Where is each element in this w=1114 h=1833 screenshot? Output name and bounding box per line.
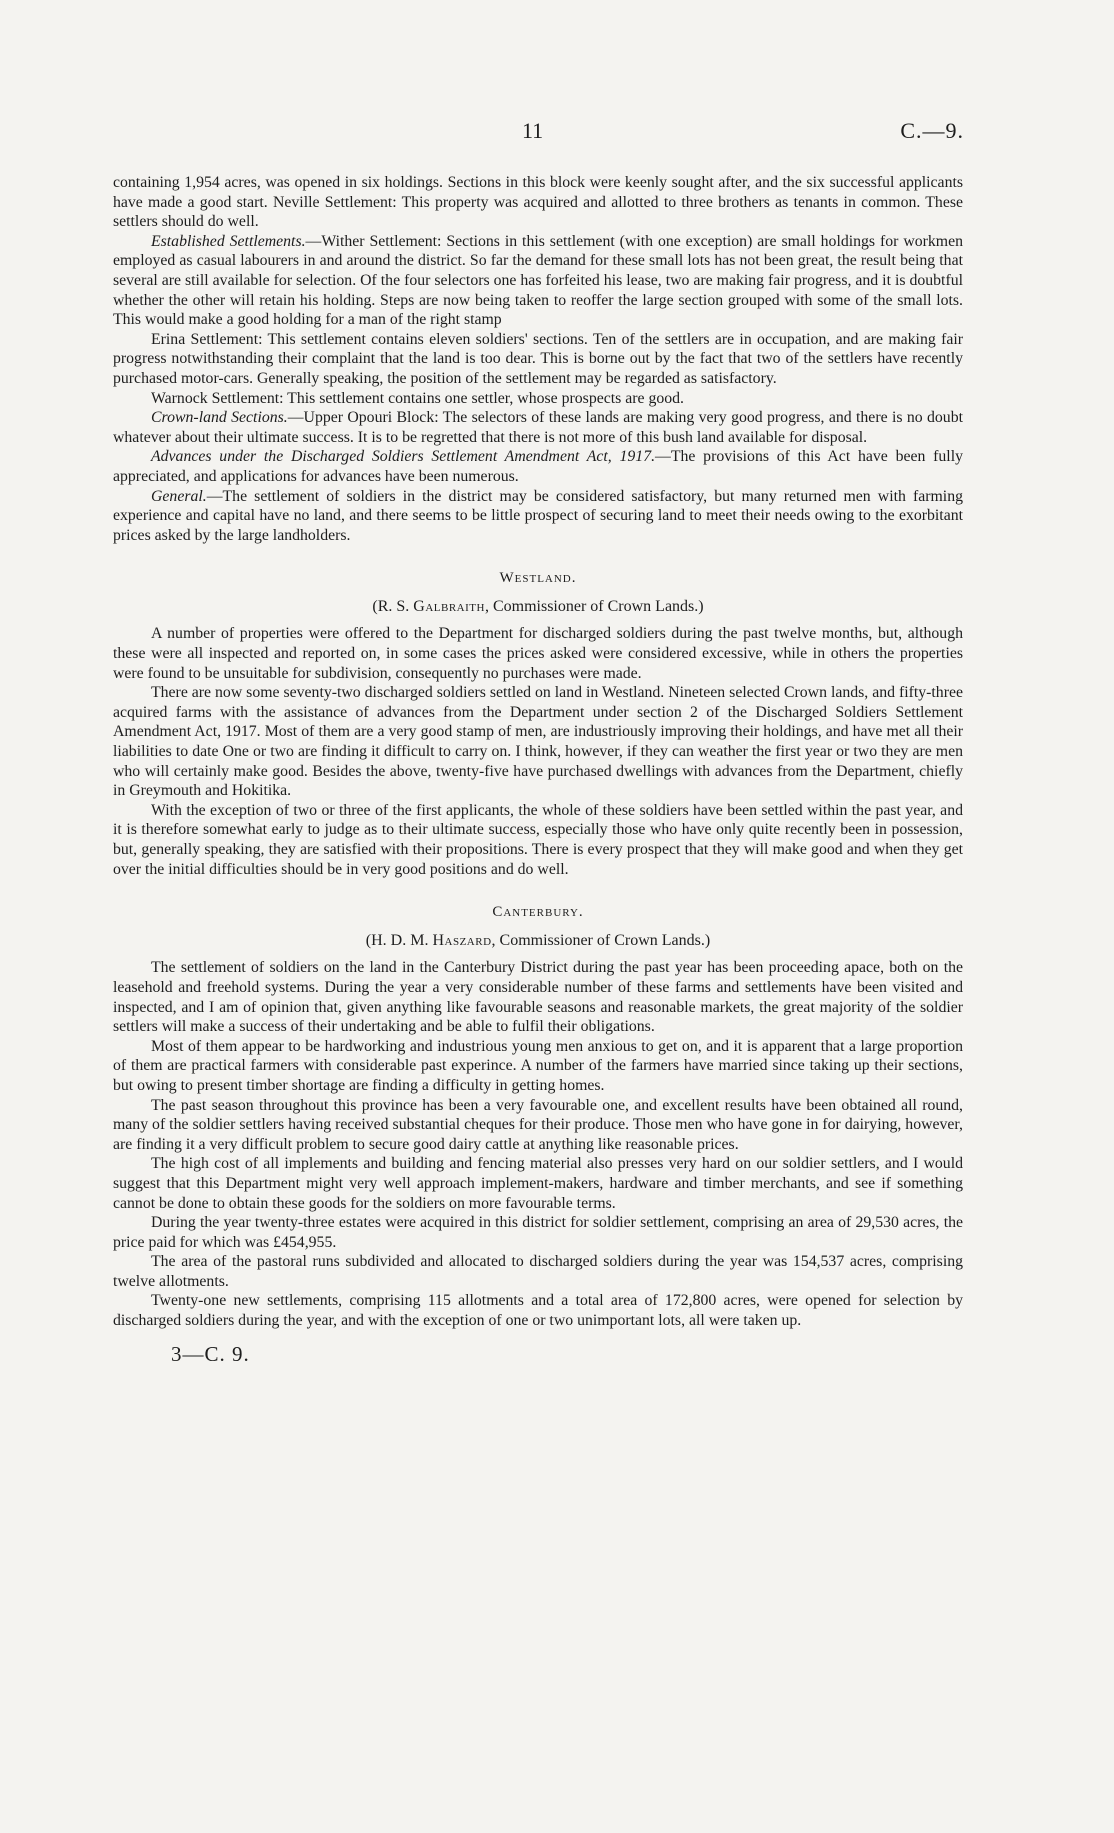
paragraph: With the exception of two or three of the first applicants, the whole of these soldiers have been settled within the past year, and it is therefore somewhat early to judge as to their ultimate success, especially those who have only quite recently been in possession, but, generally speaking, they are satisfied with their propositions. There is every prospect that they will make good and when they get over the initial difficulties should be in very good positions and do well.	[113, 801, 963, 878]
commissioner-prefix: (H. D. M.	[365, 931, 433, 949]
paragraph: A number of properties were offered to the Department for discharged soldiers during the past twelve months, but, although these were all inspected and reported on, in some cases the prices asked were considered excessive, while in others the properties were found to be unsuitable for subdivision, consequently no purchases were made.	[113, 625, 963, 682]
paragraph: The high cost of all implements and building and fencing material also presses very hard on our soldier settlers, and I would suggest that this Department might very well approach implement-makers, hardware and timber merchants, and see if something cannot be done to obtain these goods for the soldiers on more favourable terms.	[113, 1155, 963, 1212]
paragraph-lead: General.	[151, 487, 207, 505]
paragraph: Twenty-one new settlements, comprising 115 allotments and a total area of 172,800 acres, were opened for selection by discharged soldiers during the year, and with the exception of one or two unimportant lots, all were taken up.	[113, 1292, 963, 1330]
paragraph-lead: Advances under the Discharged Soldiers Settlement Amendment Act, 1917.	[151, 448, 656, 466]
commissioner-name: Galbraith	[413, 597, 485, 615]
paragraph	[113, 487, 963, 546]
paragraph	[113, 408, 963, 447]
paragraph-text: —The provisions of this Act have been fully appreciated, and applications for advances have been numerous.	[113, 448, 963, 485]
section-heading-westland: Westland.	[499, 570, 577, 587]
paragraph	[113, 447, 963, 486]
paragraph: containing 1,954 acres, was opened in six holdings. Sections in this block were keenly sought after, and the six successful applicants have made a good start. Neville Settlement: This property was acquired and allotted to three brothers as tenants in common. These settlers should do well.	[113, 174, 963, 231]
paragraph: There are now some seventy-two discharged soldiers settled on land in Westland. Nineteen selected Crown lands, and fifty-three acquired farms with the assistance of advances from the Department under section 2 of the Discharged Soldiers Settlement Amendment Act, 1917. Most of them are a very good stamp of men, are industriously improving their holdings, and have met all their liabilities to date One or two are finding it difficult to carry on. I think, however, if they can weather the first year or two they are men who will certainly make good. Besides the above, twenty-five have purchased dwellings with advances from the Department, chiefly in Greymouth and Hokitika.	[113, 684, 963, 800]
paragraph-text: —Wither Settlement: Sections in this settlement (with one exception) are small holdings for workmen employed as casual labourers in and around the district. So far the demand for these small lots has not been great, the result being that several are still available for selection. Of the four selectors one has forfeited his lease, two are making fair progress, and it is doubtful whether the other will retain his holding. Steps are now being taken to reoffer the large section grouped with some of the small lots. This would make a good holding for a man of the right stamp	[113, 232, 964, 329]
commissioner-title: , Commissioner of Crown Lands.)	[491, 931, 711, 949]
commissioner-prefix: (R. S.	[372, 597, 414, 615]
commissioner-name: Haszard	[432, 931, 492, 949]
paragraph: Most of them appear to be hardworking and industrious young men anxious to get on, and it is apparent that a large proportion of them are practical farmers with considerable past experince. A number of the farmers have married since taking up their sections, but owing to present timber shortage are finding a difficulty in getting homes.	[113, 1037, 963, 1094]
paragraph-text: —Upper Opouri Block: The selectors of these lands are making very good progress, and there is no doubt whatever about their ultimate success. It is to be regretted that there is not more of this bush land available for disposal.	[113, 409, 963, 446]
paragraph-text: —The settlement of soldiers in the district may be considered satisfactory, but many returned men with farming experience and capital have no land, and there seems to be little prospect of securing land to meet their needs owing to the exorbitant prices asked by the large landholders.	[113, 487, 963, 544]
paragraph-lead: Crown-land Sections.	[151, 409, 288, 427]
paragraph: The area of the pastoral runs subdivided and allocated to discharged soldiers during the year was 154,537 acres, comprising twelve allotments.	[113, 1253, 963, 1290]
page-header	[0, 118, 1114, 148]
commissioner-title: , Commissioner of Crown Lands.)	[484, 597, 704, 615]
page-body	[113, 173, 963, 1364]
document-reference: C.—9.	[900, 118, 964, 143]
paragraph: The settlement of soldiers on the land in the Canterbury District during the past year has been proceeding apace, both on the leasehold and freehold systems. During the year a very considerable number of these farms and settlements have been visited and inspected, and I am of opinion that, given anything like favourable seasons and reasonable markets, the great majority of the soldier settlers will make a success of their undertaking and be able to fulfil their obligations.	[113, 959, 963, 1036]
paragraph	[113, 232, 963, 330]
commissioner-line	[113, 597, 963, 617]
paragraph: During the year twenty-three estates were acquired in this district for soldier settlement, comprising an area of 29,530 acres, the price paid for which was £454,955.	[113, 1214, 963, 1251]
paragraph: The past season throughout this province has been a very favourable one, and excellent results have been obtained all round, many of the soldier settlers having received substantial cheques for their produce. Those men who have gone in for dairying, however, are finding it a very difficult problem to secure good dairy cattle at anything like reasonable prices.	[113, 1096, 963, 1153]
page-number: 11	[522, 118, 544, 143]
paragraph: Erina Settlement: This settlement contains eleven soldiers' sections. Ten of the settlers are in occupation, and are making fair progress notwithstanding their complaint that the land is too dear. This is borne out by the fact that two of the settlers have recently purchased motor-cars. Generally speaking, the position of the settlement may be regarded as satisfactory.	[113, 330, 963, 387]
paragraph-lead: Established Settlements.	[151, 232, 306, 250]
section-heading-canterbury: Canterbury.	[492, 904, 584, 921]
paragraph: Warnock Settlement: This settlement contains one settler, whose prospects are good.	[151, 389, 685, 407]
commissioner-line	[113, 931, 963, 951]
signature-mark: 3—C. 9.	[171, 1341, 250, 1366]
